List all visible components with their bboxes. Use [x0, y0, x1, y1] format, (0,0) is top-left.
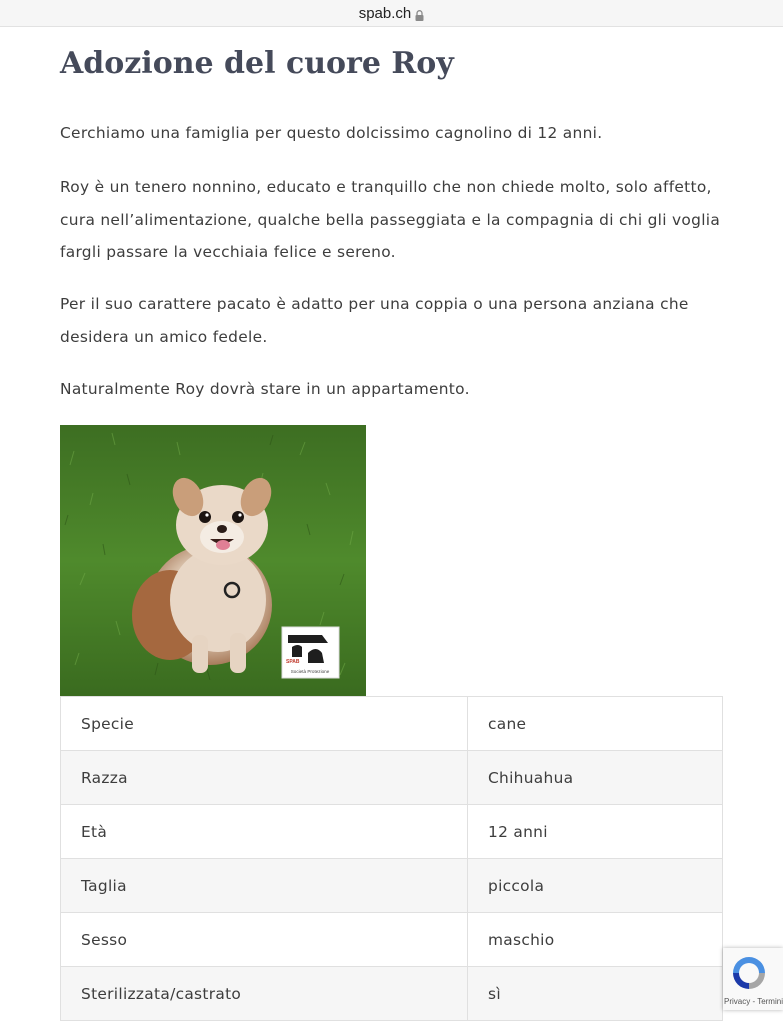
- paragraph-description: Roy è un tenero nonnino, educato e tranquillo che non chiede molto, solo affetto, cura nell’alimentazione, qualche bella passeggiata e la compagnia di chi gli voglia fargli passare la vecchiaia felice e sereno.: [60, 178, 721, 261]
- detail-value: piccola: [468, 859, 723, 913]
- table-row: [61, 967, 723, 1021]
- detail-value: sì: [468, 967, 723, 1021]
- details-table: [60, 696, 723, 1021]
- paragraph-character: Per il suo carattere pacato è adatto per una coppia o una persona anziana che desidera un amico fedele.: [60, 295, 689, 346]
- detail-key: Taglia: [61, 859, 468, 913]
- detail-value: cane: [468, 697, 723, 751]
- detail-key: Sesso: [61, 913, 468, 967]
- address-bar[interactable]: [0, 0, 783, 27]
- table-row: [61, 751, 723, 805]
- dog-photo[interactable]: [60, 425, 366, 696]
- spab-logo: [282, 627, 339, 678]
- page-title: Adozione del cuore Roy: [60, 46, 454, 81]
- detail-key: Specie: [61, 697, 468, 751]
- detail-value: 12 anni: [468, 805, 723, 859]
- table-row: [61, 913, 723, 967]
- table-row: [61, 859, 723, 913]
- recaptcha-badge[interactable]: [723, 948, 783, 1010]
- recaptcha-icon: [729, 954, 769, 997]
- paragraph-intro: Cerchiamo una famiglia per questo dolcissimo cagnolino di 12 anni.: [60, 124, 603, 142]
- detail-key: Età: [61, 805, 468, 859]
- detail-key: Sterilizzata/castrato: [61, 967, 468, 1021]
- table-row: [61, 697, 723, 751]
- svg-text:SPAB: SPAB: [286, 659, 300, 665]
- url-text: spab.ch: [358, 4, 412, 22]
- table-row: [61, 805, 723, 859]
- detail-key: Razza: [61, 751, 468, 805]
- recaptcha-footer[interactable]: Privacy - Termini: [724, 997, 783, 1006]
- article: [60, 40, 723, 1003]
- lock-icon: [415, 8, 424, 19]
- detail-value: maschio: [468, 913, 723, 967]
- paragraph-housing: Naturalmente Roy dovrà stare in un appartamento.: [60, 380, 470, 398]
- svg-text:Società Protezione: Società Protezione: [290, 669, 330, 674]
- detail-value: Chihuahua: [468, 751, 723, 805]
